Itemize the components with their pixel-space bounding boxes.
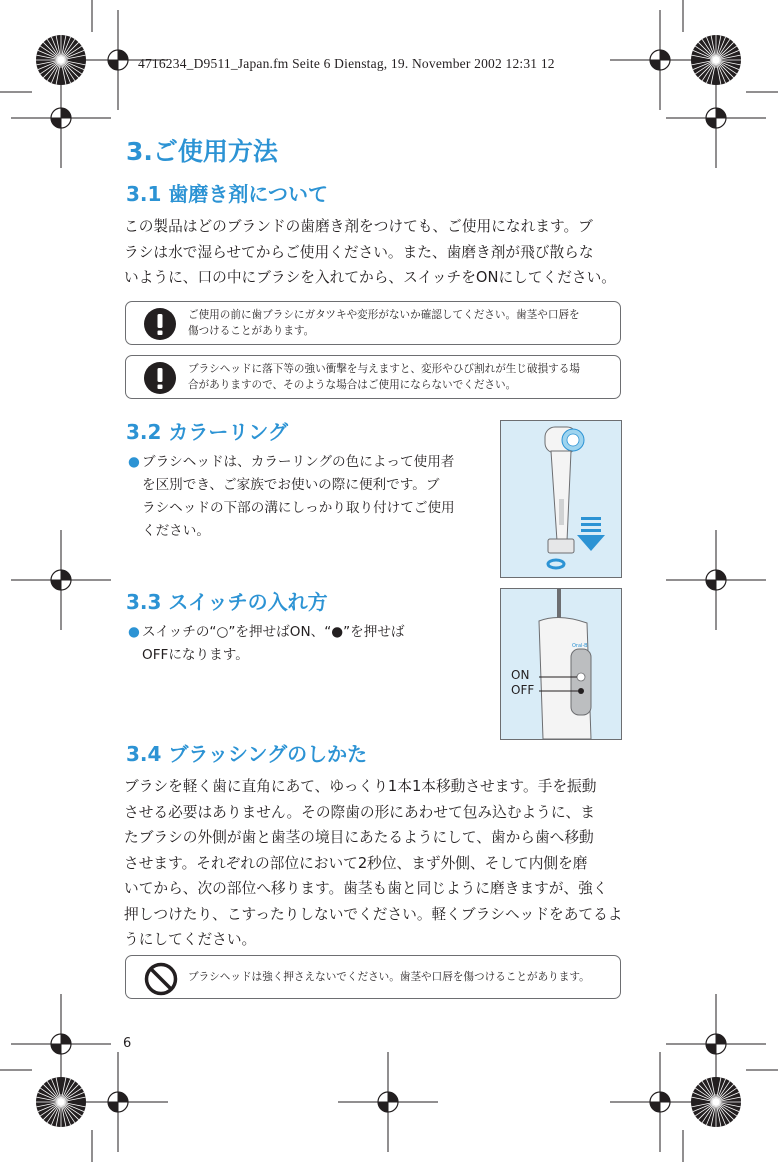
paragraph-3-1 bbox=[124, 214, 634, 291]
warning-text-2 bbox=[188, 362, 612, 393]
exclamation-icon bbox=[144, 362, 176, 394]
on-label: ON bbox=[511, 668, 530, 682]
brand-mark: Oral-B bbox=[572, 643, 588, 649]
paragraph-line: いように、口の中にブラシを入れてから、スイッチをONにしてください。 bbox=[124, 269, 616, 286]
paragraph-line: 押しつけたり、こすったりしないでください。軽くブラシヘッドをあてるよ bbox=[124, 905, 623, 923]
paragraph-line: この製品はどのブランドの歯磨き剤をつけても、ご使用になれます。ブ bbox=[124, 218, 593, 235]
prohibition-line: ブラシヘッドは強く押さえないでください。歯茎や口唇を傷つけることがあります。 bbox=[188, 971, 590, 983]
prohibition-box bbox=[125, 955, 621, 999]
section-title: 3.ご使用方法 bbox=[126, 137, 278, 166]
heading-3-4: 3.4 ブラッシングのしかた bbox=[126, 742, 368, 766]
bullet-line: ブラシヘッドは、カラーリングの色によって使用者 bbox=[142, 454, 455, 470]
paragraph-line: いてから、次の部位へ移ります。歯茎も歯と同じように磨きますが、強く bbox=[124, 880, 608, 897]
bullet-3-2 bbox=[128, 451, 455, 543]
paragraph-line: ラシは水で湿らせてからご使用ください。また、歯磨き剤が飛び散らな bbox=[124, 243, 594, 261]
heading-3-1: 3.1 歯磨き剤について bbox=[126, 182, 328, 206]
handle-illustration bbox=[501, 589, 621, 739]
prohibition-text bbox=[188, 970, 612, 986]
warning-box-2 bbox=[125, 355, 621, 399]
paragraph-line: たブラシの外側が歯と歯茎の境目にあたるようにして、歯から歯へ移動 bbox=[124, 829, 594, 846]
brush-head-illustration bbox=[501, 421, 621, 577]
bullet-line: OFFになります。 bbox=[142, 647, 249, 663]
warning-line: 傷つけることがあります。 bbox=[188, 324, 315, 337]
brush-head-figure bbox=[500, 420, 622, 578]
warning-text-1 bbox=[188, 308, 612, 339]
exclamation-icon bbox=[144, 308, 176, 340]
heading-3-2: 3.2 カラーリング bbox=[126, 420, 288, 444]
page-number: 6 bbox=[123, 1036, 132, 1051]
heading-3-3: 3.3 スイッチの入れ方 bbox=[126, 590, 328, 614]
paragraph-line: ブラシを軽く歯に直角にあて、ゆっくり1本1本移動させます。手を振動 bbox=[124, 778, 597, 795]
warning-line: 合がありますので、そのような場合はご使用にならないでください。 bbox=[188, 378, 517, 391]
warning-box-1 bbox=[125, 301, 621, 345]
bullet-3-3 bbox=[128, 621, 405, 667]
paragraph-3-4 bbox=[124, 774, 634, 953]
prohibition-icon bbox=[144, 962, 178, 996]
bullet-line: ください。 bbox=[142, 523, 210, 539]
bullet-line: を区別でき、ご家族でお使いの際に便利です。ブ bbox=[142, 477, 440, 493]
bullet-line: ラシヘッドの下部の溝にしっかり取り付けてご使用 bbox=[142, 500, 455, 516]
off-label: OFF bbox=[511, 683, 535, 697]
paragraph-line: うにしてください。 bbox=[124, 931, 257, 948]
print-header: 4716234_D9511_Japan.fm Seite 6 Dienstag, 19. November 2002 12:31 12 bbox=[138, 56, 555, 71]
paragraph-line: させます。それぞれの部位において2秒位、まず外側、そして内側を磨 bbox=[124, 854, 588, 872]
warning-line: ご使用の前に歯ブラシにガタツキや変形がないか確認してください。歯茎や口唇を bbox=[188, 309, 580, 321]
warning-line: ブラシヘッドに落下等の強い衝撃を与えますと、変形やひび割れが生じ破損する場 bbox=[188, 363, 580, 375]
bullet-dot: ● bbox=[128, 624, 140, 640]
paragraph-line: させる必要はありません。その際歯の形にあわせて包み込むように、ま bbox=[124, 803, 595, 821]
bullet-dot: ● bbox=[128, 454, 140, 470]
bullet-line: スイッチの“○”を押せばON、“●”を押せば bbox=[142, 624, 405, 640]
switch-figure bbox=[500, 588, 622, 740]
